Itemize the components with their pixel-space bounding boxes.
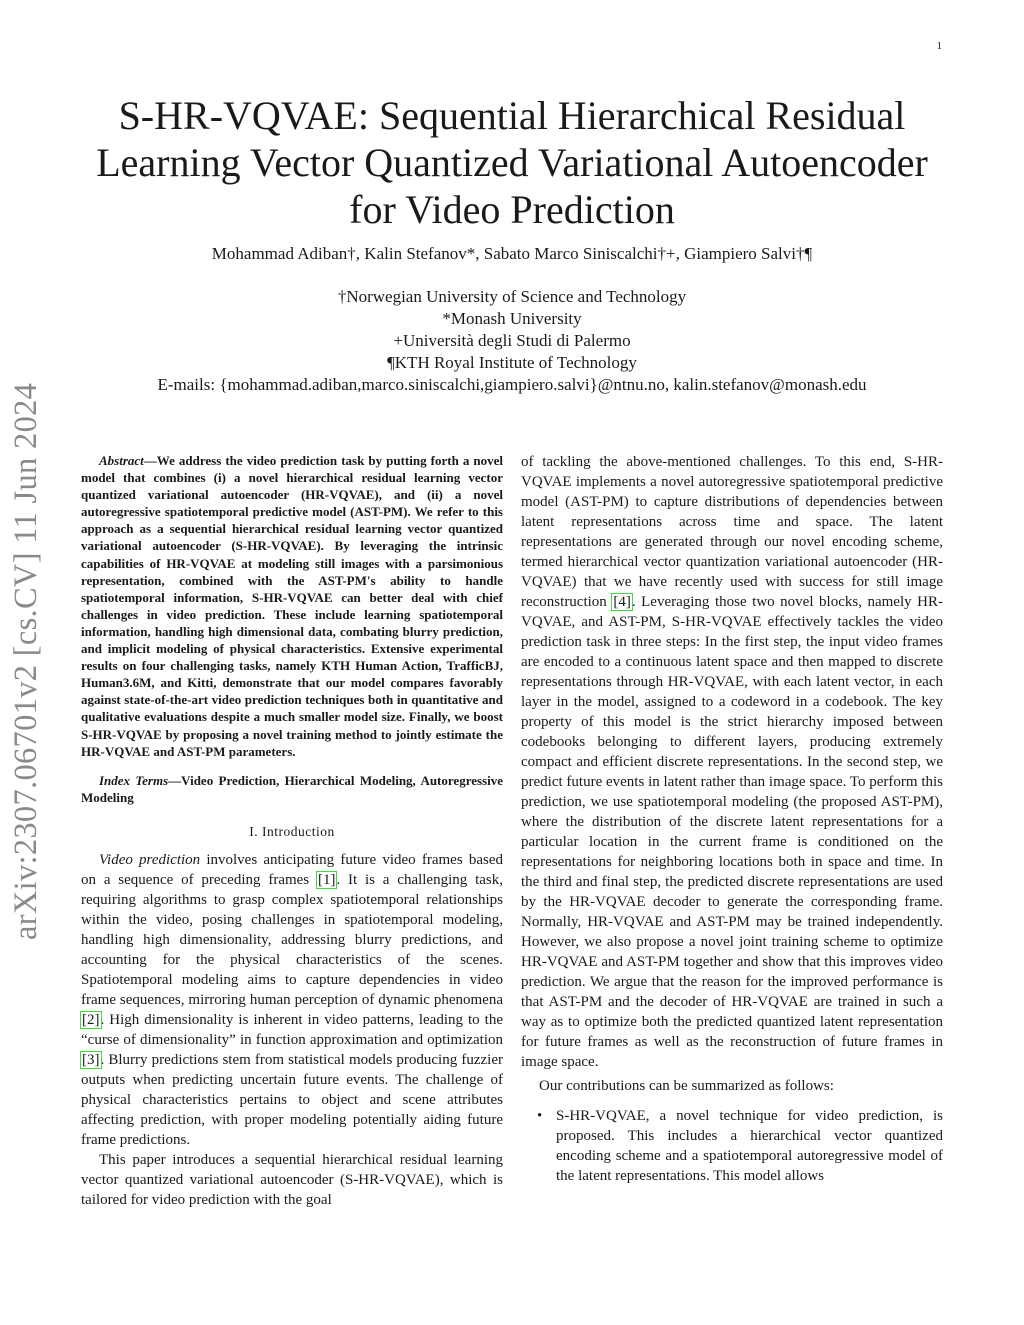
intro-p1-text-a: involves anticipating future video frames based on a sequence of preceding frames bbox=[81, 851, 503, 888]
emphasis-term: Video prediction bbox=[99, 851, 201, 868]
intro-p3-text-a: of tackling the above-mentioned challenges. To this end, S-HR-VQVAE implements a novel autoregressive spatiotemporal predictive model (AST-PM) to capture distributions of dependencies between latent representations across time and space. The latent representations are generated through our novel encoding scheme, termed hierarchical vector quantization variational autoencoder (HR-VQVAE) that we have recently used with success for still image reconstruction bbox=[521, 454, 943, 610]
arxiv-stamp: arXiv:2307.06701v2 [cs.CV] 11 Jun 2024 bbox=[8, 382, 44, 940]
section-heading-introduction: I. Introduction bbox=[249, 823, 335, 839]
paper-title bbox=[60, 92, 964, 233]
abstract bbox=[81, 452, 503, 760]
email-line: E-mails: {mohammad.adiban,marco.siniscalchi,giampiero.salvi}@ntnu.no, kalin.stefanov@monash.edu bbox=[157, 375, 867, 394]
title-line-2: Learning Vector Quantized Variational Autoencoder bbox=[96, 140, 928, 185]
author-list: Mohammad Adiban†, Kalin Stefanov*, Sabato Marco Siniscalchi†+, Giampiero Salvi†¶ bbox=[211, 244, 813, 263]
title-line-1: S-HR-VQVAE: Sequential Hierarchical Residual bbox=[118, 93, 906, 138]
intro-p1-text-c: . High dimensionality is inherent in video patterns, leading to the “curse of dimensionality” in function approximation and optimization bbox=[81, 1011, 503, 1048]
contributions-list bbox=[521, 1106, 943, 1186]
intro-paragraph-1 bbox=[81, 850, 503, 1150]
intro-p3-text-b: . Leveraging those two novel blocks, namely HR-VQVAE, and AST-PM, S-HR-VQVAE effectively tackles the video prediction task in three steps: In the first step, the input video frames are encoded to a continuous latent space and then mapped to discrete representations through HR-VQVAE, with each latent vector, in each layer in the model, assigned to a codeword in a codebook. The key property of this model is the strict hierarchy imposed between codebooks belonging to different layers, producing extremely compact and efficient discrete representations. In the second step, we predict future events in latent rather than image space. To perform this prediction, we use spatiotemporal modeling (the proposed AST-PM), where the distribution of the discrete latent representations for a particular location in the current frame is conditioned on the representations for neighboring locations both in space and time. In the third and final step, the predicted discrete representations are used by the HR-VQVAE decoder to generate the corresponding frame. Normally, HR-VQVAE and AST-PM may be trained independently. However, we also propose a novel joint training scheme to optimize HR-VQVAE and AST-PM together and show that this improves video prediction. We argue that the reason for the improved performance is that AST-PM and the decoder of HR-VQVAE are trained in such a way as to optimize both the predicted quantized latent representation for future frames as well as the reconstruction of future frames in image space. bbox=[521, 594, 943, 1070]
intro-p1-text-b: . It is a challenging task, requiring algorithms to grasp complex spatiotemporal relationships within the video, posing challenges in spatiotemporal modeling, handling high dimensionality, addressing blurry predictions, and accounting for the physical characteristics of the scenes. Spatiotemporal modeling aims to capture dependencies in video frame sequences, mirroring human perception of dynamic phenomena bbox=[81, 871, 503, 1008]
index-terms bbox=[81, 772, 503, 806]
title-line-3: for Video Prediction bbox=[349, 187, 675, 232]
affiliations bbox=[60, 286, 964, 396]
citation-link-3[interactable]: [3] bbox=[82, 1051, 100, 1068]
abstract-label: Abstract bbox=[99, 453, 144, 468]
affiliation-palermo: +Università degli Studi di Palermo bbox=[393, 331, 631, 350]
right-column bbox=[521, 452, 943, 1186]
citation-link-1[interactable]: [1] bbox=[317, 871, 336, 888]
intro-paragraph-2-continued bbox=[521, 452, 943, 1072]
contributions-intro: Our contributions can be summarized as follows: bbox=[539, 1078, 834, 1094]
list-item: • S-HR-VQVAE, a novel technique for video prediction, is proposed. This includes a hierarchical vector quantized encoding scheme and a spatiotemporal autoregressive model of the latent representations. This model allows bbox=[521, 1106, 943, 1186]
index-terms-label: Index Terms bbox=[99, 772, 169, 788]
affiliation-kth: ¶KTH Royal Institute of Technology bbox=[387, 353, 637, 372]
intro-p1-text-d: . Blurry predictions stem from statistical models producing fuzzier outputs when predicting uncertain future events. The challenge of physical characteristics pertains to object and scene attributes affecting prediction, with proper modeling potentially aiding future frame predictions. bbox=[81, 1051, 503, 1148]
index-terms-text: —Video Prediction, Hierarchical Modeling, Autoregressive Modeling bbox=[81, 772, 503, 805]
citation-link-2[interactable]: [2] bbox=[82, 1011, 100, 1028]
intro-paragraph-2: This paper introduces a sequential hierarchical residual learning vector quantized variational autoencoder (S-HR-VQVAE), which is tailored for video prediction with the goal bbox=[81, 1151, 503, 1208]
page-number: 1 bbox=[936, 40, 942, 52]
citation-link-4[interactable]: [4] bbox=[613, 594, 631, 610]
left-column bbox=[81, 452, 503, 1210]
affiliation-monash: *Monash University bbox=[442, 309, 582, 328]
abstract-text: —We address the video prediction task by putting forth a novel model that combines (i) a novel hierarchical residual learning vector quantized variational autoencoder (HR-VQVAE), and (ii) a novel autoregressive spatiotemporal predictive model (AST-PM). We refer to this approach as a sequential hierarchical residual learning vector quantized variational autoencoder (S-HR-VQVAE). By leveraging the intrinsic capabilities of HR-VQVAE at modeling still images with a parsimonious representation, combined with the AST-PM's ability to handle spatiotemporal information, S-HR-VQVAE can better deal with chief challenges in video prediction. These include learning spatiotemporal information, handling high dimensional data, combating blurry prediction, and implicit modeling of physical characteristics. Extensive experimental results on four challenging tasks, namely KTH Human Action, TrafficBJ, Human3.6M, and Kitti, demonstrate that our model compares favorably against state-of-the-art video prediction techniques both in quantitative and qualitative evaluations despite a much smaller model size. Finally, we boost S-HR-VQVAE by proposing a novel training method to jointly estimate the HR-VQVAE and AST-PM parameters. bbox=[81, 453, 503, 759]
affiliation-ntnu: †Norwegian University of Science and Technology bbox=[337, 287, 687, 306]
